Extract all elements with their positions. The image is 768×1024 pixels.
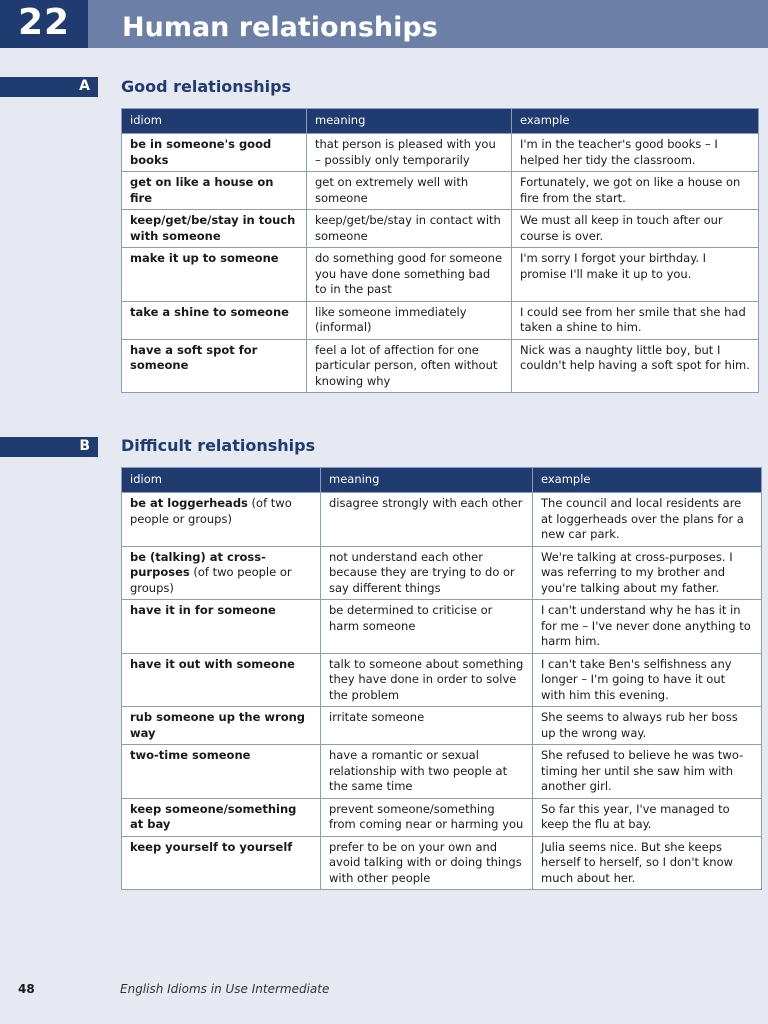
idiom-text: take a shine to someone xyxy=(130,304,289,319)
section-a-tab xyxy=(0,77,98,97)
example-cell: I'm sorry I forgot your birthday. I promise I'll make it up to you. xyxy=(512,248,759,302)
table-row xyxy=(122,134,759,172)
idiom-text: have it in for someone xyxy=(130,603,276,617)
table-row xyxy=(122,339,759,393)
section-b-letter: B xyxy=(79,438,90,454)
idiom-text: have a soft spot for someone xyxy=(130,342,258,372)
meaning-cell: have a romantic or sexual relationship with two people at the same time xyxy=(321,745,533,799)
section-b-table xyxy=(121,467,762,890)
example-cell: I'm in the teacher's good books – I helped her tidy the classroom. xyxy=(512,134,759,172)
example-cell: She seems to always rub her boss up the wrong way. xyxy=(533,707,762,745)
idiom-text: be (talking) at cross-purposes xyxy=(130,549,266,579)
example-cell: We must all keep in touch after our course is over. xyxy=(512,210,759,248)
section-b-title: Difficult relationships xyxy=(121,436,316,455)
meaning-cell: talk to someone about something they have done in order to solve the problem xyxy=(321,653,533,707)
idiom-cell xyxy=(122,134,307,172)
example-cell: So far this year, I've managed to keep the flu at bay. xyxy=(533,798,762,836)
table-row xyxy=(122,172,759,210)
table-row xyxy=(122,546,762,600)
idiom-text: two-time someone xyxy=(130,748,251,762)
idiom-cell xyxy=(122,600,321,654)
table-header-row xyxy=(122,468,762,493)
idiom-cell xyxy=(122,836,321,890)
table-row xyxy=(122,493,762,547)
idiom-text: get on like a house on fire xyxy=(130,175,274,205)
idiom-text: be at loggerheads xyxy=(130,496,248,510)
example-cell: She refused to believe he was two-timing her until she saw him with another girl. xyxy=(533,745,762,799)
idiom-cell xyxy=(122,248,307,302)
table-row xyxy=(122,210,759,248)
idiom-note: (of two people or groups) xyxy=(130,565,292,595)
table-row xyxy=(122,836,762,890)
meaning-cell: do something good for someone you have done something bad to in the past xyxy=(307,248,512,302)
idiom-cell xyxy=(122,798,321,836)
meaning-cell: prevent someone/something from coming near or harming you xyxy=(321,798,533,836)
idiom-text: keep yourself to yourself xyxy=(130,839,293,854)
idiom-text: make it up to someone xyxy=(130,251,279,265)
idiom-text: keep/get/be/stay in touch with someone xyxy=(130,213,296,243)
meaning-cell: be determined to criticise or harm someone xyxy=(321,600,533,654)
header-meaning: meaning xyxy=(307,109,512,134)
idiom-cell xyxy=(122,653,321,707)
header-idiom: idiom xyxy=(122,109,307,134)
example-cell: Julia seems nice. But she keeps herself to herself, so I don't know much about her. xyxy=(533,836,762,890)
table-row xyxy=(122,248,759,302)
unit-number: 22 xyxy=(18,2,71,43)
meaning-cell: get on extremely well with someone xyxy=(307,172,512,210)
table-row xyxy=(122,653,762,707)
idiom-text: rub someone up the wrong way xyxy=(130,710,306,740)
unit-title: Human relationships xyxy=(122,12,438,43)
meaning-cell: disagree strongly with each other xyxy=(321,493,533,547)
idiom-cell xyxy=(122,172,307,210)
table-row xyxy=(122,600,762,654)
table-row xyxy=(122,745,762,799)
idiom-cell xyxy=(122,745,321,799)
section-b-tab xyxy=(0,437,98,457)
idiom-cell xyxy=(122,707,321,745)
example-cell: We're talking at cross-purposes. I was referring to my brother and you're talking about my father. xyxy=(533,546,762,600)
header-meaning: meaning xyxy=(321,468,533,493)
page-number: 48 xyxy=(18,982,35,996)
idiom-text: be in someone's good books xyxy=(130,137,272,167)
idiom-cell xyxy=(122,546,321,600)
idiom-text: have it out with someone xyxy=(130,656,295,671)
idiom-cell xyxy=(122,493,321,547)
table-row xyxy=(122,798,762,836)
table-row xyxy=(122,707,762,745)
example-cell: I could see from her smile that she had taken a shine to him. xyxy=(512,301,759,339)
header-example: example xyxy=(533,468,762,493)
table-header-row xyxy=(122,109,759,134)
example-cell: I can't take Ben's selfishness any longer – I'm going to have it out with him this evening. xyxy=(533,653,762,707)
book-title: English Idioms in Use Intermediate xyxy=(120,982,330,996)
header-idiom: idiom xyxy=(122,468,321,493)
meaning-cell: that person is pleased with you – possibly only temporarily xyxy=(307,134,512,172)
meaning-cell: like someone immediately (informal) xyxy=(307,301,512,339)
unit-number-box xyxy=(0,0,88,48)
table-row xyxy=(122,301,759,339)
section-a-title: Good relationships xyxy=(121,77,292,96)
meaning-cell: not understand each other because they are trying to do or say different things xyxy=(321,546,533,600)
example-cell: Fortunately, we got on like a house on fire from the start. xyxy=(512,172,759,210)
section-a-table xyxy=(121,108,759,393)
meaning-cell: irritate someone xyxy=(321,707,533,745)
example-cell: Nick was a naughty little boy, but I couldn't help having a soft spot for him. xyxy=(512,339,759,393)
example-cell: I can't understand why he has it in for me – I've never done anything to harm him. xyxy=(533,600,762,654)
meaning-cell: prefer to be on your own and avoid talking with or doing things with other people xyxy=(321,836,533,890)
idiom-note: (of two people or groups) xyxy=(130,496,292,526)
idiom-text: keep someone/something at bay xyxy=(130,801,297,831)
idiom-cell xyxy=(122,210,307,248)
header-example: example xyxy=(512,109,759,134)
meaning-cell: feel a lot of affection for one particular person, often without knowing why xyxy=(307,339,512,393)
example-cell: The council and local residents are at loggerheads over the plans for a new car park. xyxy=(533,493,762,547)
section-a-letter: A xyxy=(79,78,90,94)
meaning-cell: keep/get/be/stay in contact with someone xyxy=(307,210,512,248)
idiom-cell xyxy=(122,301,307,339)
idiom-cell xyxy=(122,339,307,393)
